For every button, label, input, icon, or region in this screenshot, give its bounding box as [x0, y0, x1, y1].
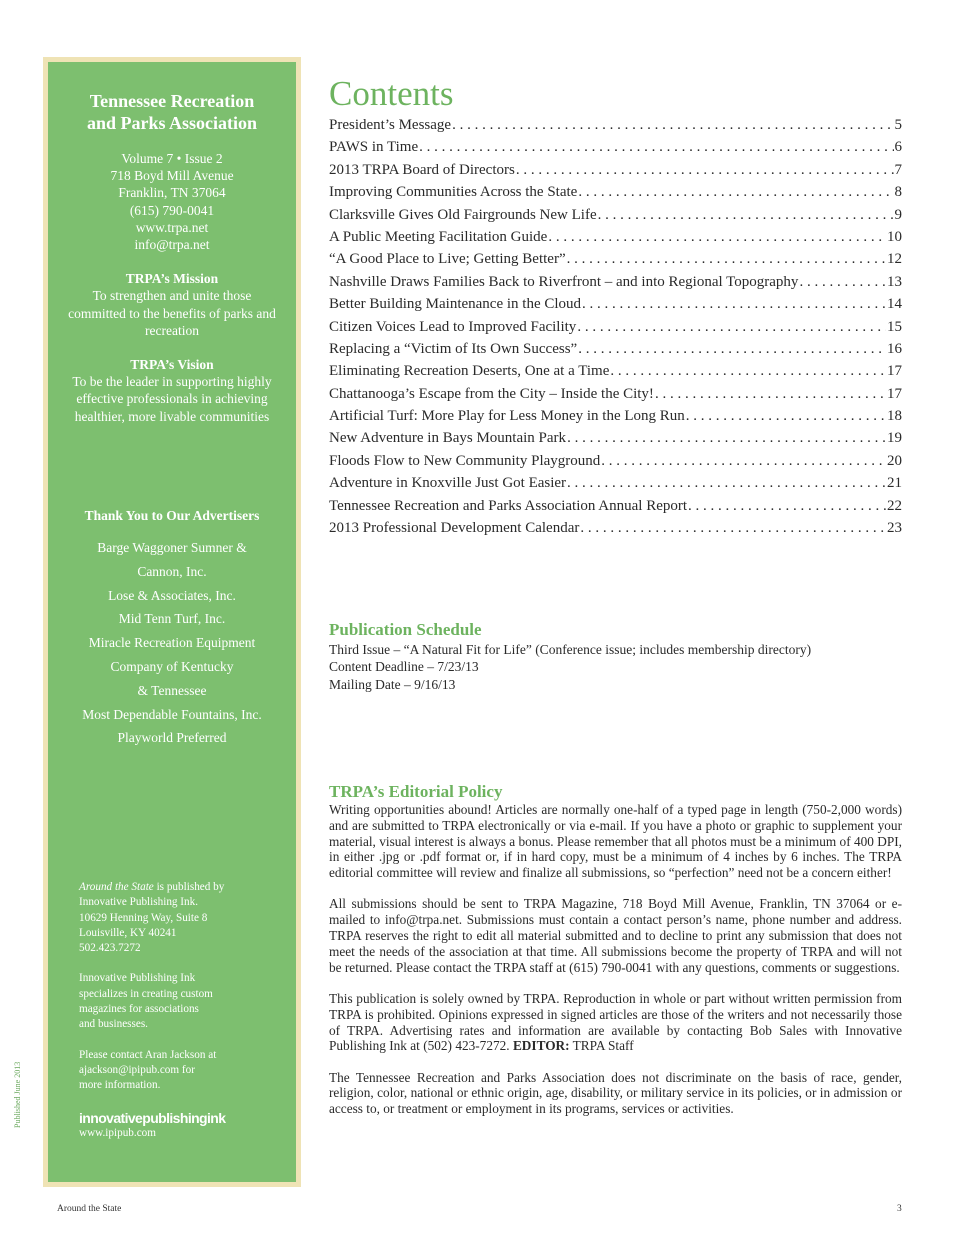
advertiser-item: Playworld Preferred [117, 730, 227, 746]
publisher-info [79, 880, 286, 1109]
toc-entry-title: PAWS in Time [329, 139, 419, 156]
publisher-contact: Please contact Aran Jackson at ajackson@ipipub.com for more information. [79, 1048, 217, 1092]
toc-leader [799, 271, 886, 293]
toc-entry[interactable] [329, 383, 902, 405]
toc-entry-title: New Adventure in Bays Mountain Park [329, 430, 567, 447]
toc-entry[interactable] [329, 495, 902, 517]
toc-entry[interactable] [329, 427, 902, 449]
toc-leader [567, 427, 886, 449]
toc-entry[interactable] [329, 517, 902, 539]
toc-entry-title: “A Good Place to Live; Getting Better” [329, 251, 566, 268]
toc-page-number: 15 [887, 318, 902, 335]
toc-page-number: 14 [887, 296, 902, 313]
toc-leader [516, 159, 894, 181]
toc-entry-title: Nashville Draws Families Back to Riverfront – and into Regional Topography [329, 273, 799, 290]
toc-page-number: 12 [887, 251, 902, 268]
street-address: 718 Boyd Mill Avenue [110, 168, 234, 184]
toc-leader [601, 450, 886, 472]
toc-entry-title: Floods Flow to New Community Playground [329, 452, 601, 469]
toc-leader [686, 405, 886, 427]
toc-leader [610, 360, 886, 382]
toc-entry-title: A Public Meeting Facilitation Guide [329, 228, 548, 245]
advertiser-item: Barge Waggoner Sumner & [97, 540, 247, 555]
toc-page-number: 20 [887, 452, 902, 469]
editor-label: EDITOR: [512, 1038, 570, 1054]
toc-entry[interactable] [329, 114, 902, 136]
toc-entry[interactable] [329, 159, 902, 181]
website-link[interactable]: www.trpa.net [135, 219, 209, 235]
editorial-policy-body [329, 802, 902, 1133]
publisher-address: Around the State is published by Innovative Publishing Ink. 10629 Henning Way, Suite 8 Louisville, KY 40241 502.423.7272 [79, 881, 225, 955]
toc-leader [578, 338, 886, 360]
schedule-line: Third Issue – “A Natural Fit for Life” (Conference issue; includes membership directory) [329, 642, 812, 657]
contact-email-link[interactable]: ajackson@ipipub.com for [79, 1063, 195, 1076]
toc-leader [598, 204, 894, 226]
toc-entry-title: Artificial Turf: More Play for Less Money in the Long Run [329, 408, 685, 425]
editorial-paragraph: The Tennessee Recreation and Parks Association does not discriminate on the basis of race, gender, religion, color, national or ethnic origin, age, disability, or military service in its policies, or in admission or access to, or treatment or employment in its programs, services or activities. [329, 1069, 902, 1117]
toc-leader [578, 181, 893, 203]
advertiser-item: Mid Tenn Turf, Inc. [118, 611, 226, 627]
toc-entry-title: Better Building Maintenance in the Cloud [329, 296, 582, 313]
publication-schedule-heading: Publication Schedule [329, 620, 482, 639]
toc-leader [688, 495, 886, 517]
publisher-about: Innovative Publishing Ink specializes in creating custom magazines for associations and businesses. [79, 972, 213, 1031]
contents-title: Contents [329, 74, 454, 113]
mission-heading: TRPA’s Mission [125, 271, 219, 287]
toc-entry-title: President’s Message [329, 117, 452, 133]
toc-page-number: 22 [887, 497, 902, 514]
toc-entry[interactable] [329, 472, 902, 494]
toc-entry[interactable] [329, 450, 902, 472]
toc-entry[interactable] [329, 405, 902, 427]
editorial-paragraph: This publication is solely owned by TRPA. Reproduction in whole or part without written permission from TRPA is prohibited. Opinions expressed in signed articles are those of the writers and not necessarily those of TRPA. Advertising rates and information are available by contacting Bob Sales with Innovative Publishing Ink at (502) 423-7272. EDITOR: TRPA Staff [329, 990, 902, 1054]
toc-entry-title: Tennessee Recreation and Parks Association Annual Report [329, 497, 688, 514]
toc-entry[interactable] [329, 226, 902, 248]
publisher-logo-mark: innovativepublishingink [79, 1110, 226, 1126]
toc-entry[interactable] [329, 204, 902, 226]
advertiser-item: Miracle Recreation Equipment [88, 635, 256, 651]
toc-leader [567, 248, 886, 270]
toc-page-number: 10 [887, 228, 902, 245]
publication-schedule [329, 641, 811, 693]
toc-leader [577, 316, 886, 338]
publisher-logo [79, 1110, 225, 1139]
table-of-contents [329, 114, 902, 539]
toc-page-number: 5 [894, 117, 902, 133]
toc-leader [582, 293, 886, 315]
vision-text: To be the leader in supporting highly effective professionals in achieving healthier, more livable communities [72, 374, 272, 424]
toc-page-number: 17 [887, 363, 902, 380]
advertiser-item: Lose & Associates, Inc. [108, 587, 236, 603]
toc-leader [567, 472, 886, 494]
toc-page-number: 9 [894, 206, 902, 223]
toc-leader [419, 136, 893, 158]
toc-entry[interactable] [329, 316, 902, 338]
sidebar [43, 57, 301, 1187]
editorial-paragraph: Writing opportunities abound! Articles are normally one-half of a typed page in length (750-2,000 words) and are submitted to TRPA electronically or via e-mail. If you have a photo or graphic to supplement your material, visual interest is always a bonus. Please remember that all photos must be a minimum of 400 DPI, in either .jpg or .pdf format or, if in hard copy, must be a minimum of 4 inches by 6 inches. The TRPA editorial committee will review and finalize all submissions, so “perfection” need not be a concern either! [329, 802, 902, 881]
toc-leader [580, 517, 886, 539]
toc-page-number: 18 [887, 408, 902, 425]
schedule-line: Mailing Date – 9/16/13 [329, 676, 456, 692]
vision-heading: TRPA’s Vision [130, 357, 214, 373]
toc-leader [655, 383, 886, 405]
toc-page-number: 19 [887, 430, 902, 447]
advertiser-item: Cannon, Inc. [137, 563, 207, 579]
advertiser-item: & Tennessee [137, 682, 207, 698]
toc-entry-title: Eliminating Recreation Deserts, One at a Time [329, 363, 610, 380]
toc-entry-title: Citizen Voices Lead to Improved Facility [329, 318, 577, 335]
toc-entry[interactable] [329, 360, 902, 382]
advertisers-heading: Thank You to Our Advertisers [84, 508, 260, 523]
page-number: 3 [897, 1204, 902, 1214]
toc-entry[interactable] [329, 181, 902, 203]
toc-entry[interactable] [329, 338, 902, 360]
toc-page-number: 8 [894, 184, 902, 201]
toc-entry[interactable] [329, 136, 902, 158]
toc-entry[interactable] [329, 271, 902, 293]
toc-entry[interactable] [329, 293, 902, 315]
org-title: Tennessee Recreation and Parks Association [86, 91, 258, 133]
editorial-paragraph: All submissions should be sent to TRPA Magazine, 718 Boyd Mill Avenue, Franklin, TN 37064 or e-mailed to info@trpa.net. Submissions must contain a contact person’s name, phone number and address. TRPA reserves the right to edit all material submitted and to decline to print any submission that does not meet the needs of the association at that time. All submissions become the property of TRPA and will not be returned. Please contact the TRPA staff at (615) 790-0041 with any questions, comments or suggestions. [329, 896, 902, 975]
email-link[interactable]: info@trpa.net [134, 237, 210, 253]
toc-page-number: 23 [887, 520, 902, 537]
editor-value: TRPA Staff [569, 1038, 634, 1054]
toc-entry-title: Chattanooga’s Escape from the City – Inside the City! [329, 385, 654, 402]
mission-block [48, 270, 296, 339]
advertiser-list [48, 536, 296, 750]
schedule-line: Content Deadline – 7/23/13 [329, 659, 479, 675]
volume-issue: Volume 7 • Issue 2 [121, 151, 223, 166]
city-state-zip: Franklin, TN 37064 [118, 185, 226, 201]
toc-page-number: 13 [887, 273, 902, 290]
toc-entry-title: Replacing a “Victim of Its Own Success” [329, 340, 578, 357]
toc-page-number: 7 [894, 161, 902, 178]
advertiser-item: Most Dependable Fountains, Inc. [82, 706, 262, 722]
publisher-url-link[interactable]: www.ipipub.com [79, 1127, 156, 1139]
toc-entry[interactable] [329, 248, 902, 270]
toc-page-number: 6 [894, 139, 902, 156]
published-date-note: Published June 2013 [13, 1061, 22, 1128]
toc-leader [452, 114, 893, 136]
toc-entry-title: 2013 TRPA Board of Directors [329, 161, 515, 178]
phone-number: (615) 790-0041 [129, 202, 215, 218]
contact-address [48, 150, 296, 253]
vision-block [48, 356, 296, 425]
magazine-name: Around the State [79, 881, 154, 893]
editorial-policy-heading: TRPA’s Editorial Policy [329, 782, 503, 801]
toc-leader [548, 226, 886, 248]
toc-page-number: 21 [887, 475, 902, 492]
toc-entry-title: 2013 Professional Development Calendar [329, 520, 580, 537]
mission-text: To strengthen and unite those committed to the benefits of parks and recreation [68, 288, 276, 338]
toc-entry-title: Clarksville Gives Old Fairgrounds New Life [329, 206, 597, 223]
toc-page-number: 16 [887, 340, 902, 357]
toc-entry-title: Improving Communities Across the State [329, 184, 578, 201]
footer-publication-name: Around the State [57, 1204, 122, 1214]
toc-entry-title: Adventure in Knoxville Just Got Easier [329, 475, 567, 492]
advertiser-item: Company of Kentucky [110, 658, 234, 674]
toc-page-number: 17 [887, 385, 902, 402]
